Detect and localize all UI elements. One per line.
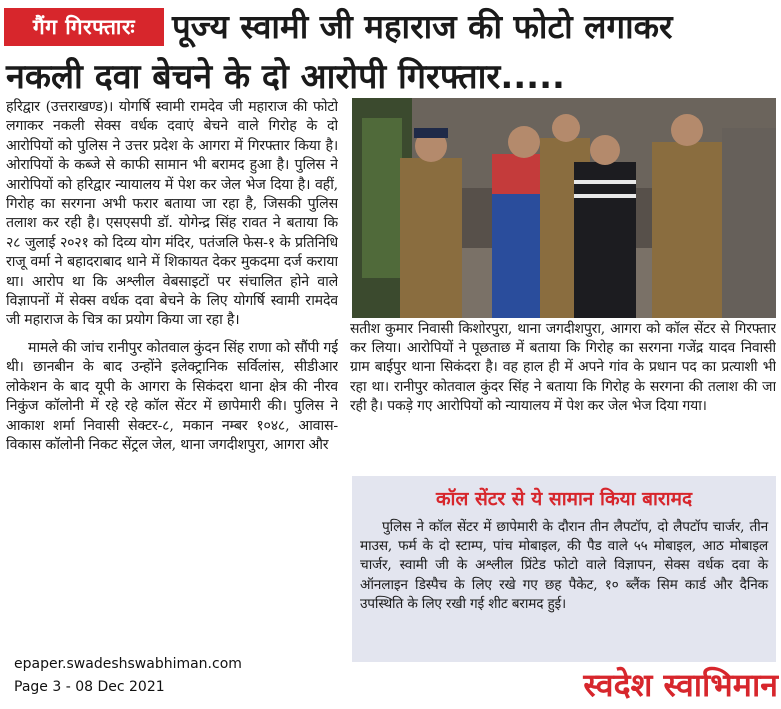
box-body: पुलिस ने कॉल सेंटर में छापेमारी के दौरान तीन लैपटॉप, दो लैपटॉप चार्जर, तीन माउस, फर्म के दो स्टाम्प, पांच मोबाइल, की पैड वाले ५५ मोबाइल, आठ मोबाइल चार्जर, स्वामी जी के अश्लील प्रिंटेड फोटो वाले विज्ञापन, सेक्स वर्धक दवा के ऑनलाइन डिस्पैच के लिए रखे गए छह पैकेट, १० ब्लैंक सिम कार्ड और दैनिक उपस्थिति के लिए रखी गई शीट बरामद हुई। (360, 519, 768, 612)
article-column-left (6, 98, 338, 646)
newspaper-masthead: स्वदेश स्वाभिमान (583, 666, 778, 704)
article-paragraph: हरिद्वार (उत्तराखण्ड)। योगर्षि स्वामी रामदेव जी महाराज की फोटो लगाकर नकली सेक्स वर्धक दवाएं बेचने वाले गिरोह के दो आरोपियों को पुलिस ने उत्तर प्रदेश के आगरा में गिरफ्तार किया है। ओरापियों के कब्जे से काफी सामान भी बरामद हुआ है। पुलिस ने आरोपियों को हरिद्वार न्यायालय में पेश कर जेल भेज दिया है। वहीं, गिरोह का सरगना अभी फरार बताया जा रहा है, जिसकी पुलिस तलाश कर रही है। एसएसपी डॉ. योगेन्द्र सिंह रावत ने बताया कि २८ जुलाई २०२१ को दिव्य योग मंदिर, पतंजलि फेस-१ के प्रतिनिधि राजू वर्मा ने बहादराबाद थाने में शिकायत देकर मुकदमा दर्ज कराया था। आरोप था कि अश्लील वेबसाइटों पर संचालित होने वाले विज्ञापनों में सेक्स वर्धक दवा बेचने के लिए योगर्षि स्वामी रामदेव जी महाराज के चित्र का प्रयोग किया जा रहा है। (6, 99, 338, 329)
article-paragraph: सतीश कुमार निवासी किशोरपुरा, थाना जगदीशपुरा, आगरा को कॉल सेंटर से गिरफ्तार कर लिया। आरोपियों ने पूछताछ में बताया कि गिरोह का सरगना गजेंद्र यादव निवासी ग्राम बाईपुर थाना सिकंदरा है। वह हाल ही में अपने गांव के प्रधान पद का प्रत्याशी भी रहा था। रानीपुर कोतवाल कुंदर सिंह ने बताया कि गिरोह के सरगना की तलाश की जा रही है। पकड़े गए आरोपियों को न्यायालय में पेश कर जेल भेज दिया गया। (350, 321, 776, 414)
article-paragraph: मामले की जांच रानीपुर कोतवाल कुंदन सिंह राणा को सौंपी गई थी। छानबीन के बाद उन्होंने इलेक्ट्रानिक सर्विलांस, सीडीआर लोकेशन के बाद यूपी के आगरा के सिकंदरा थाना क्षेत्र की नीरव निकुंज कॉलोनी में रहे रहे कॉल सेंटर में छापेमारी की। पुलिस ने आकाश शर्मा निवासी सेक्टर-८, मकान नम्बर १०४८, आवास-विकास कॉलोनी निकट सेंट्रल जेल, थाना जगदीशपुरा, आगरा और (6, 339, 338, 453)
page-date: Page 3 - 08 Dec 2021 (14, 679, 165, 695)
arrest-photo (352, 98, 776, 318)
headline-line-1: पूज्य स्वामी जी महाराज की फोटो लगाकर (172, 7, 673, 46)
box-title: कॉल सेंटर से ये सामान किया बारामद (435, 488, 693, 510)
section-tag: गैंग गिरफ्तारः (4, 8, 164, 46)
headline-line-2: नकली दवा बेचने के दो आरोपी गिरफ्तार..... (6, 57, 565, 97)
arrest-photo-illustration (352, 98, 776, 318)
epaper-url[interactable]: epaper.swadeshswabhiman.com (14, 656, 242, 672)
recovered-items-box (352, 476, 776, 662)
article-column-right (350, 320, 776, 470)
